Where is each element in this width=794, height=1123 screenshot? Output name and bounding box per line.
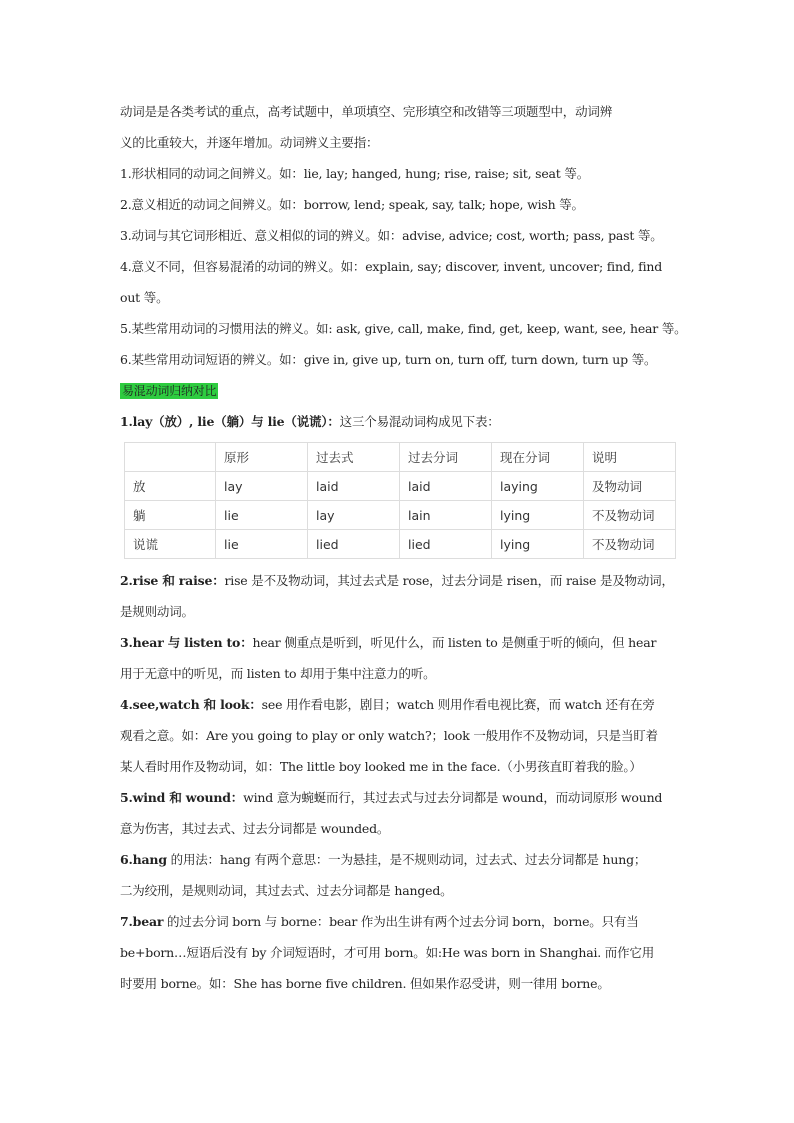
verb-table	[124, 442, 676, 559]
table-cell: lie	[216, 530, 308, 559]
table-cell: 说谎	[125, 530, 216, 559]
item-4-text: see 用作看电影，剧目；watch 则用作看电视比赛，而 watch 还有在旁	[261, 697, 655, 712]
item-7-cont: 时要用 borne。如：She has borne five children. 但如果作忍受讲，则一律用 borne。	[120, 976, 610, 991]
item-3	[120, 627, 680, 658]
table-header: 现在分词	[492, 443, 584, 472]
intro-line: 义的比重较大，并逐年增加。动词辨义主要指：	[120, 135, 379, 150]
table-cell: laid	[308, 472, 400, 501]
point-item: 6.某些常用动词短语的辨义。如：give in, give up, turn on, turn off, turn down, turn up 等。	[120, 352, 657, 367]
point-item: 3.动词与其它词形相近、意义相似的词的辨义。如：advise, advice; cost, worth; pass, past 等。	[120, 228, 663, 243]
item-6	[120, 844, 680, 875]
item-7	[120, 906, 680, 937]
item-3-text: hear 侧重点是听到，听见什么，而 listen to 是侧重于听的倾向，但 hear	[252, 635, 657, 650]
table-cell: laying	[492, 472, 584, 501]
point-item: 4.意义不同，但容易混淆的动词的辨义。如：explain, say; discover, invent, uncover; find, find	[120, 259, 663, 274]
item-7-title: 7.bear	[120, 914, 164, 929]
point-item: out 等。	[120, 290, 169, 305]
item-7-cont: be+born…短语后没有 by 介词短语时，才可用 born。如:He was born in Shanghai. 而作它用	[120, 945, 655, 960]
item-2-text: rise 是不及物动词，其过去式是 rose，过去分词是 risen，而 raise 是及物动词，	[224, 573, 674, 588]
table-cell: lay	[308, 501, 400, 530]
table-header-row	[125, 443, 676, 472]
table-row	[125, 472, 676, 501]
item-5-text: wind 意为蜿蜒而行，其过去式与过去分词都是 wound，而动词原形 wound	[243, 790, 663, 805]
item-6-title: 6.hang	[120, 852, 167, 867]
item-3-title: 3.hear 与 listen to：	[120, 635, 253, 650]
table-header	[125, 443, 216, 472]
item-7-text: 的过去分词 born 与 borne：bear 作为出生讲有两个过去分词 born，borne。只有当	[163, 914, 639, 929]
item-5-title: 5.wind 和 wound：	[120, 790, 244, 805]
item-6-text: 的用法：hang 有两个意思：一为悬挂，是不规则动词，过去式、过去分词都是 hung；	[166, 852, 647, 867]
table-cell: lying	[492, 530, 584, 559]
table-cell: 不及物动词	[584, 530, 676, 559]
point-item: 5.某些常用动词的习惯用法的辨义。如: ask, give, call, make, find, get, keep, want, see, hear 等。	[120, 321, 687, 336]
item-3-cont: 用于无意中的听见，而 listen to 却用于集中注意力的听。	[120, 666, 436, 681]
table-cell: lie	[216, 501, 308, 530]
intro-line: 动词是是各类考试的重点，高考试题中，单项填空、完形填空和改错等三项题型中，动词辨	[120, 104, 613, 119]
section-heading: 易混动词归纳对比	[122, 384, 217, 398]
item-1-title: 1.lay（放）, lie（躺）与 lie（说谎）：	[120, 414, 340, 429]
table-header: 过去式	[308, 443, 400, 472]
table-cell: 及物动词	[584, 472, 676, 501]
table-row	[125, 530, 676, 559]
section-heading-line	[120, 375, 680, 406]
item-6-cont: 二为绞刑，是规则动词，其过去式、过去分词都是 hanged。	[120, 883, 453, 898]
item-2	[120, 565, 680, 596]
item-2-title: 2.rise 和 raise：	[120, 573, 225, 588]
table-row	[125, 501, 676, 530]
table-cell: lay	[216, 472, 308, 501]
table-cell: lied	[400, 530, 492, 559]
table-cell: lain	[400, 501, 492, 530]
point-item: 1.形状相同的动词之间辨义。如：lie, lay; hanged, hung; rise, raise; sit, seat 等。	[120, 166, 590, 181]
table-cell: lied	[308, 530, 400, 559]
table-cell: 放	[125, 472, 216, 501]
table-cell: lying	[492, 501, 584, 530]
table-cell: laid	[400, 472, 492, 501]
item-4	[120, 689, 680, 720]
item-1	[120, 406, 680, 437]
table-header: 过去分词	[400, 443, 492, 472]
item-4-cont: 某人看时用作及物动词，如：The little boy looked me in the face.（小男孩直盯着我的脸。）	[120, 759, 642, 774]
table-header: 原形	[216, 443, 308, 472]
table-header: 说明	[584, 443, 676, 472]
item-4-cont: 观看之意。如：Are you going to play or only watch?；look 一般用作不及物动词，只是当盯着	[120, 728, 658, 743]
document-page	[120, 96, 687, 999]
item-2-cont: 是规则动词。	[120, 604, 194, 619]
point-item: 2.意义相近的动词之间辨义。如：borrow, lend; speak, say, talk; hope, wish 等。	[120, 197, 584, 212]
item-5-cont: 意为伤害，其过去式、过去分词都是 wounded。	[120, 821, 390, 836]
item-1-text: 这三个易混动词构成见下表：	[339, 414, 500, 429]
table-cell: 躺	[125, 501, 216, 530]
item-5	[120, 782, 680, 813]
item-4-title: 4.see,watch 和 look：	[120, 697, 262, 712]
table-cell: 不及物动词	[584, 501, 676, 530]
